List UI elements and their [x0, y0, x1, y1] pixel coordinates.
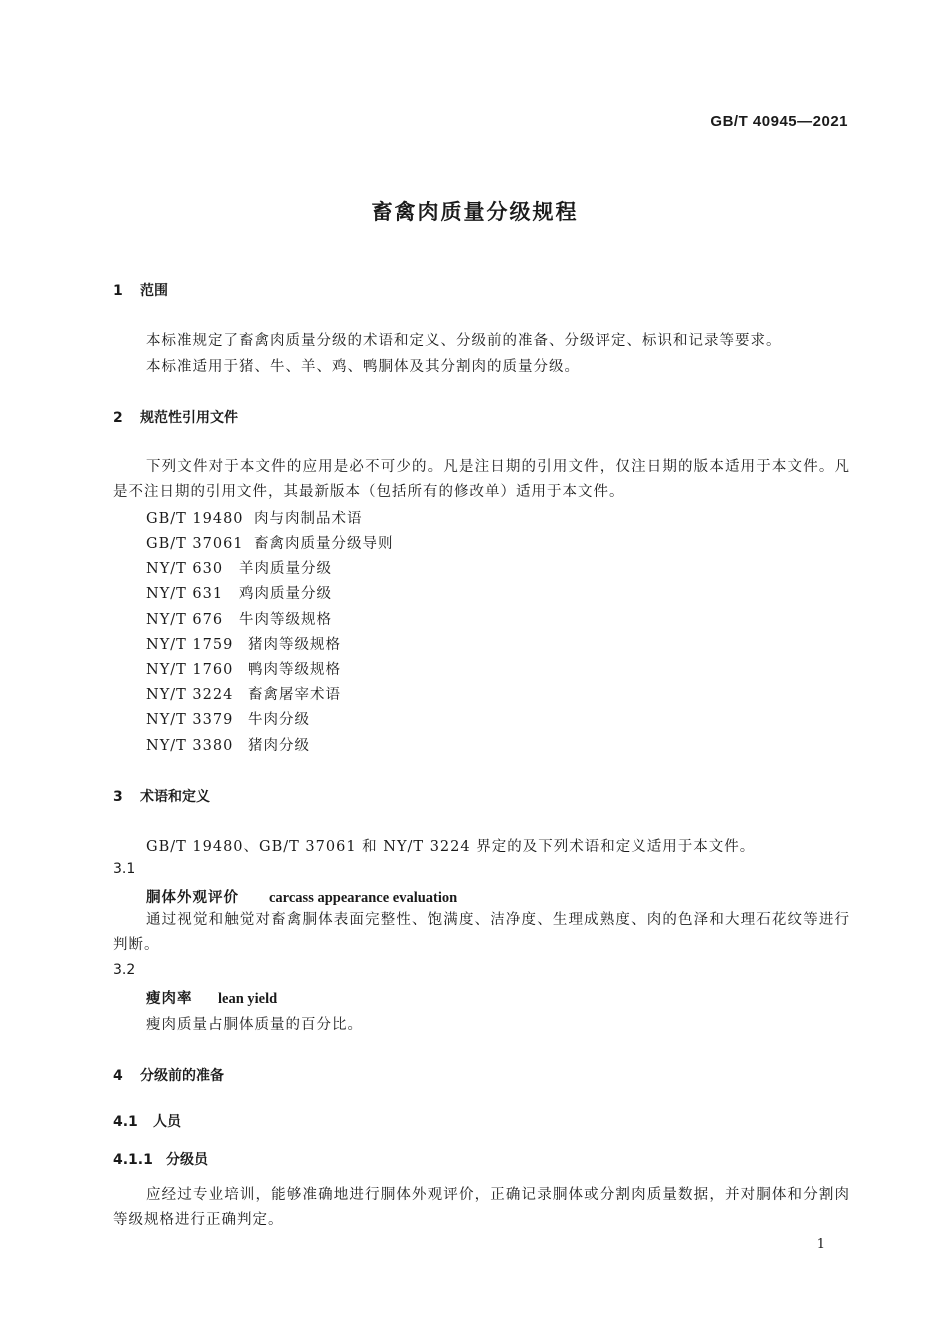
term-en: carcass appearance evaluation: [269, 890, 458, 906]
reference-item: [146, 683, 341, 704]
terms-intro: GB/T 19480、GB/T 37061 和 NY/T 3224 界定的及下列术语和定义适用于本文件。: [146, 839, 756, 855]
section-3-heading: [113, 786, 210, 806]
reference-code: GB/T 37061: [146, 536, 244, 552]
reference-title: 牛肉等级规格: [239, 612, 332, 628]
reference-title: 畜禽屠宰术语: [248, 687, 341, 703]
reference-title: 猪肉等级规格: [248, 637, 341, 653]
section-number: 4.1: [113, 1114, 138, 1130]
section-title: 范围: [140, 283, 168, 299]
section-number: 4.1.1: [113, 1152, 153, 1168]
reference-item: [146, 708, 310, 729]
term-number: 3.2: [113, 962, 136, 978]
reference-code: NY/T 1759: [146, 637, 234, 653]
term-en: lean yield: [218, 991, 278, 1007]
reference-item: [146, 633, 341, 654]
term-zh: 胴体外观评价: [146, 890, 239, 906]
section-1-heading: [113, 280, 168, 300]
reference-code: NY/T 631: [146, 586, 224, 602]
section-4-heading: [113, 1065, 224, 1085]
reference-title: 畜禽肉质量分级导则: [254, 536, 394, 552]
section-number: 2: [113, 410, 123, 426]
section-title: 术语和定义: [140, 789, 210, 805]
subsection-4-1-1-heading: [113, 1149, 208, 1169]
paragraph: 本标准规定了畜禽肉质量分级的术语和定义、分级前的准备、分级评定、标识和记录等要求。: [146, 333, 782, 349]
reference-title: 肉与肉制品术语: [254, 511, 363, 527]
reference-title: 羊肉质量分级: [239, 561, 332, 577]
reference-item: [146, 734, 310, 755]
term-title: [146, 886, 457, 907]
reference-code: NY/T 676: [146, 612, 224, 628]
page-number: 1: [816, 1237, 825, 1252]
reference-code: NY/T 630: [146, 561, 224, 577]
subsection-4-1-heading: [113, 1111, 181, 1131]
paragraph: 本标准适用于猪、牛、羊、鸡、鸭胴体及其分割肉的质量分级。: [146, 359, 580, 375]
section-2-heading: [113, 407, 238, 427]
term-number: 3.1: [113, 861, 136, 877]
reference-code: GB/T 19480: [146, 511, 244, 527]
section-number: 4: [113, 1068, 123, 1084]
reference-title: 牛肉分级: [248, 712, 310, 728]
section-title: 分级前的准备: [140, 1068, 224, 1084]
reference-code: NY/T 3224: [146, 687, 234, 703]
term-definition: 通过视觉和触觉对畜禽胴体表面完整性、饱满度、洁净度、生理成熟度、肉的色泽和大理石花纹等进行判断。: [113, 912, 850, 953]
reference-item: [146, 507, 363, 528]
reference-item: [146, 658, 341, 679]
reference-code: NY/T 3380: [146, 738, 234, 754]
term-definition: 瘦肉质量占胴体质量的百分比。: [146, 1017, 363, 1033]
reference-code: NY/T 3379: [146, 712, 234, 728]
section-title: 规范性引用文件: [140, 410, 238, 426]
reference-code: NY/T 1760: [146, 662, 234, 678]
section-number: 1: [113, 283, 123, 299]
reference-item: [146, 557, 332, 578]
section-title: 人员: [153, 1114, 181, 1130]
reference-title: 鸡肉质量分级: [239, 586, 332, 602]
reference-title: 鸭肉等级规格: [248, 662, 341, 678]
reference-item: [146, 532, 394, 553]
term-title: [146, 987, 277, 1008]
reference-item: [146, 608, 332, 629]
reference-item: [146, 582, 332, 603]
term-zh: 瘦肉率: [146, 991, 193, 1007]
document-title: 畜禽肉质量分级规程: [371, 200, 579, 224]
standard-code: GB/T 40945—2021: [710, 113, 848, 130]
section-number: 3: [113, 789, 123, 805]
references-intro: 下列文件对于本文件的应用是必不可少的。凡是注日期的引用文件，仅注日期的版本适用于本文件。凡是不注日期的引用文件，其最新版本（包括所有的修改单）适用于本文件。: [113, 459, 850, 500]
section-title: 分级员: [166, 1152, 208, 1168]
paragraph: 应经过专业培训，能够准确地进行胴体外观评价，正确记录胴体或分割肉质量数据，并对胴体和分割肉等级规格进行正确判定。: [113, 1187, 850, 1228]
reference-title: 猪肉分级: [248, 738, 310, 754]
